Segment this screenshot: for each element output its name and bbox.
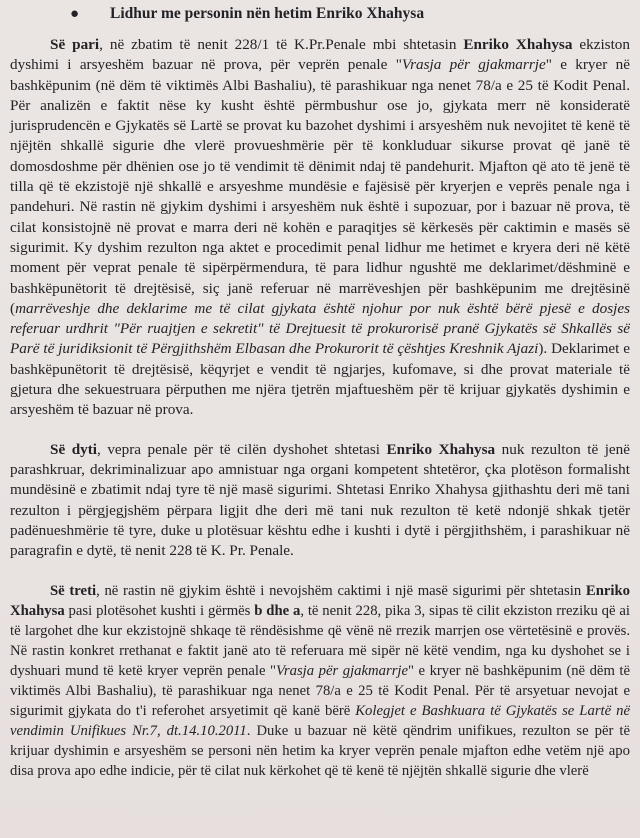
paragraph-text: , në rastin në gjykim është i nevojshëm caktimi i një masë sigurimi për shtetasin	[96, 583, 586, 600]
paragraph-text: , të nenit 228, pika 3, sipas të cilit ekziston rreziku që ai të largohet dhe kur ekzistojnë shkaqe të rëndësishme që vënë në rrezik marrjen ose vërtetësinë e provës. Në rastin konkret rrethanat e faktit janë ato të referuara më sipër në këtë vendim, nga ku dyshohet se i dyshuari mund të ketë kryer veprën penale "	[10, 603, 630, 680]
paragraph-lead: Së dyti	[50, 440, 98, 458]
legal-letter: b dhe a	[254, 603, 301, 620]
bullet-icon: ●	[70, 6, 80, 22]
section-heading	[70, 4, 630, 24]
paragraph-first	[10, 35, 630, 421]
paragraph-text: , në zbatim të nenit 228/1 të K.Pr.Penale mbi shtetasin	[99, 36, 464, 53]
paragraph-text: , vepra penale për të cilën dyshohet shtetasi	[97, 440, 387, 458]
paragraph-text: " e kryer në bashkëpunim (në dëm të viktimës Albi Bashaliu), të parashikuar nga nenet 78/a e 25 të Kodit Penal. Për analizën e faktit nëse ky kusht është përmbushur ose jo, gjykata merr në konsideratë jurisprudencën e Gjykatës së Lartë se provat ku bazohet dyshimi i arsyeshëm nuk nevojitet të kenë të njëjtën shkallë sigurie dhe vlerë provueshmërie për të konkluduar sikurse provat që janë të domosdoshme për dhënien ose jo të vendimit të dënimit ndaj të pandehurit. Mjafton që ato të jenë të tilla që të ekzistojë një shkallë e arsyeshme mundësie e fajësisë për kryerjen e veprës penale nga i pandehuri. Në rastin në gjykim dyshimi i arsyeshëm nuk është i supozuar, por i bazuar në prova, të cilat konsistojnë në provat e marra deri në kohën e paraqitjes së kërkesës për caktimin e masës së sigurimit. Ky dyshim rezulton nga aktet e procedimit penal lidhur me hetimet e kryera deri në këtë moment për veprat penale të sipërpërmendura, të para lidhur ngushtë me deklarimet/dëshminë e bashkëpunëtorit të drejtësisë, siç janë referuar në marrëveshjen për bashkëpunim me drejtësinë (	[10, 56, 630, 317]
paragraph-text: ekziston dyshimi i arsyeshëm bazuar në prova, për veprën penale "	[10, 36, 630, 74]
paragraph-text: . Duke u bazuar në këtë qëndrim unifikues, rezulton se për të krijuar dyshimin e arsyeshëm se personi nën hetim ka kryer veprën penale mjafton edhe vetëm një apo disa prova apo edhe indicie, për të cilat nuk kërkohet që të kenë të njëjtën shkallë sigurie dhe vlerë	[10, 722, 630, 779]
paragraph-lead: Së treti	[50, 583, 97, 600]
offence-name: Vrasja për gjakmarrje	[401, 56, 546, 74]
paragraph-second	[10, 440, 630, 562]
person-name: Enriko Xhahysa	[386, 440, 496, 458]
paragraph-lead: Së pari	[50, 36, 100, 53]
offence-name: Vrasja për gjakmarrje	[276, 663, 409, 680]
parenthetical-note: marrëveshje dhe deklarime me të cilat gjykata është njohur por nuk është bërë pjesë e dosjes referuar urdhrit "Për ruajtjen e sekretit" të Drejtuesit të prokurorisë pranë Gjykatës së Shkallës së Parë të juridiksionit të Përgjithshëm Elbasan dhe Prokurorit të çështjes Kreshnik Ajazi	[10, 299, 630, 358]
paragraph-text: nuk rezulton të jenë parashkruar, dekriminalizuar apo amnistuar nga organi kompetent shtetëror, çka plotëson formalisht mundësinë e zbatimit ndaj tyre të një masë sigurimi. Shtetasi Enriko Xhahysa gjithashtu deri më tani rezulton i përgjegjshëm përpara ligjit dhe deri më tani nuk rezulton të ketë ndonjë shkak tjetër padënueshmërie të tyre, duke u plotësuar kështu edhe i kushti i dytë i përgjithshëm, i parashikuar në paragrafin e dytë, të nenit 228 të K. Pr. Penale.	[10, 440, 630, 560]
person-name: Enriko Xhahysa	[10, 583, 630, 620]
paragraph-text: ). Deklarimet e bashkëpunëtorit të drejtësisë, këqyrjet e vendit të ngjarjes, kufomave, si dhe provat materiale të gjetura dhe sekuestruara përputhen me njëra tjetrën mjaftueshëm për të krijuar gjykatës dyshimin e arsyeshëm të bazuar në prova.	[10, 340, 630, 419]
paragraph-third	[10, 582, 630, 781]
heading-text: Lidhur me personin nën hetim Enriko Xhahysa	[110, 5, 425, 22]
paragraph-text: " e kryer në bashkëpunim (në dëm të viktimës Albi Bashaliu), të parashikuar nga nenet 78/a e 25 të Kodit Penal. Për të arsyetuar nevojat e sigurimit gjykata do t'i referohet arsyetimit që kanë bërë	[10, 663, 631, 719]
court-decision-reference: Kolegjet e Bashkuara të Gjykatës se Lartë në vendimin Unifikues Nr.7, dt.14.10.2011	[10, 702, 630, 739]
person-name: Enriko Xhahysa	[463, 36, 573, 53]
paragraph-text: pasi plotësohet kushti i gërmës	[64, 603, 255, 620]
